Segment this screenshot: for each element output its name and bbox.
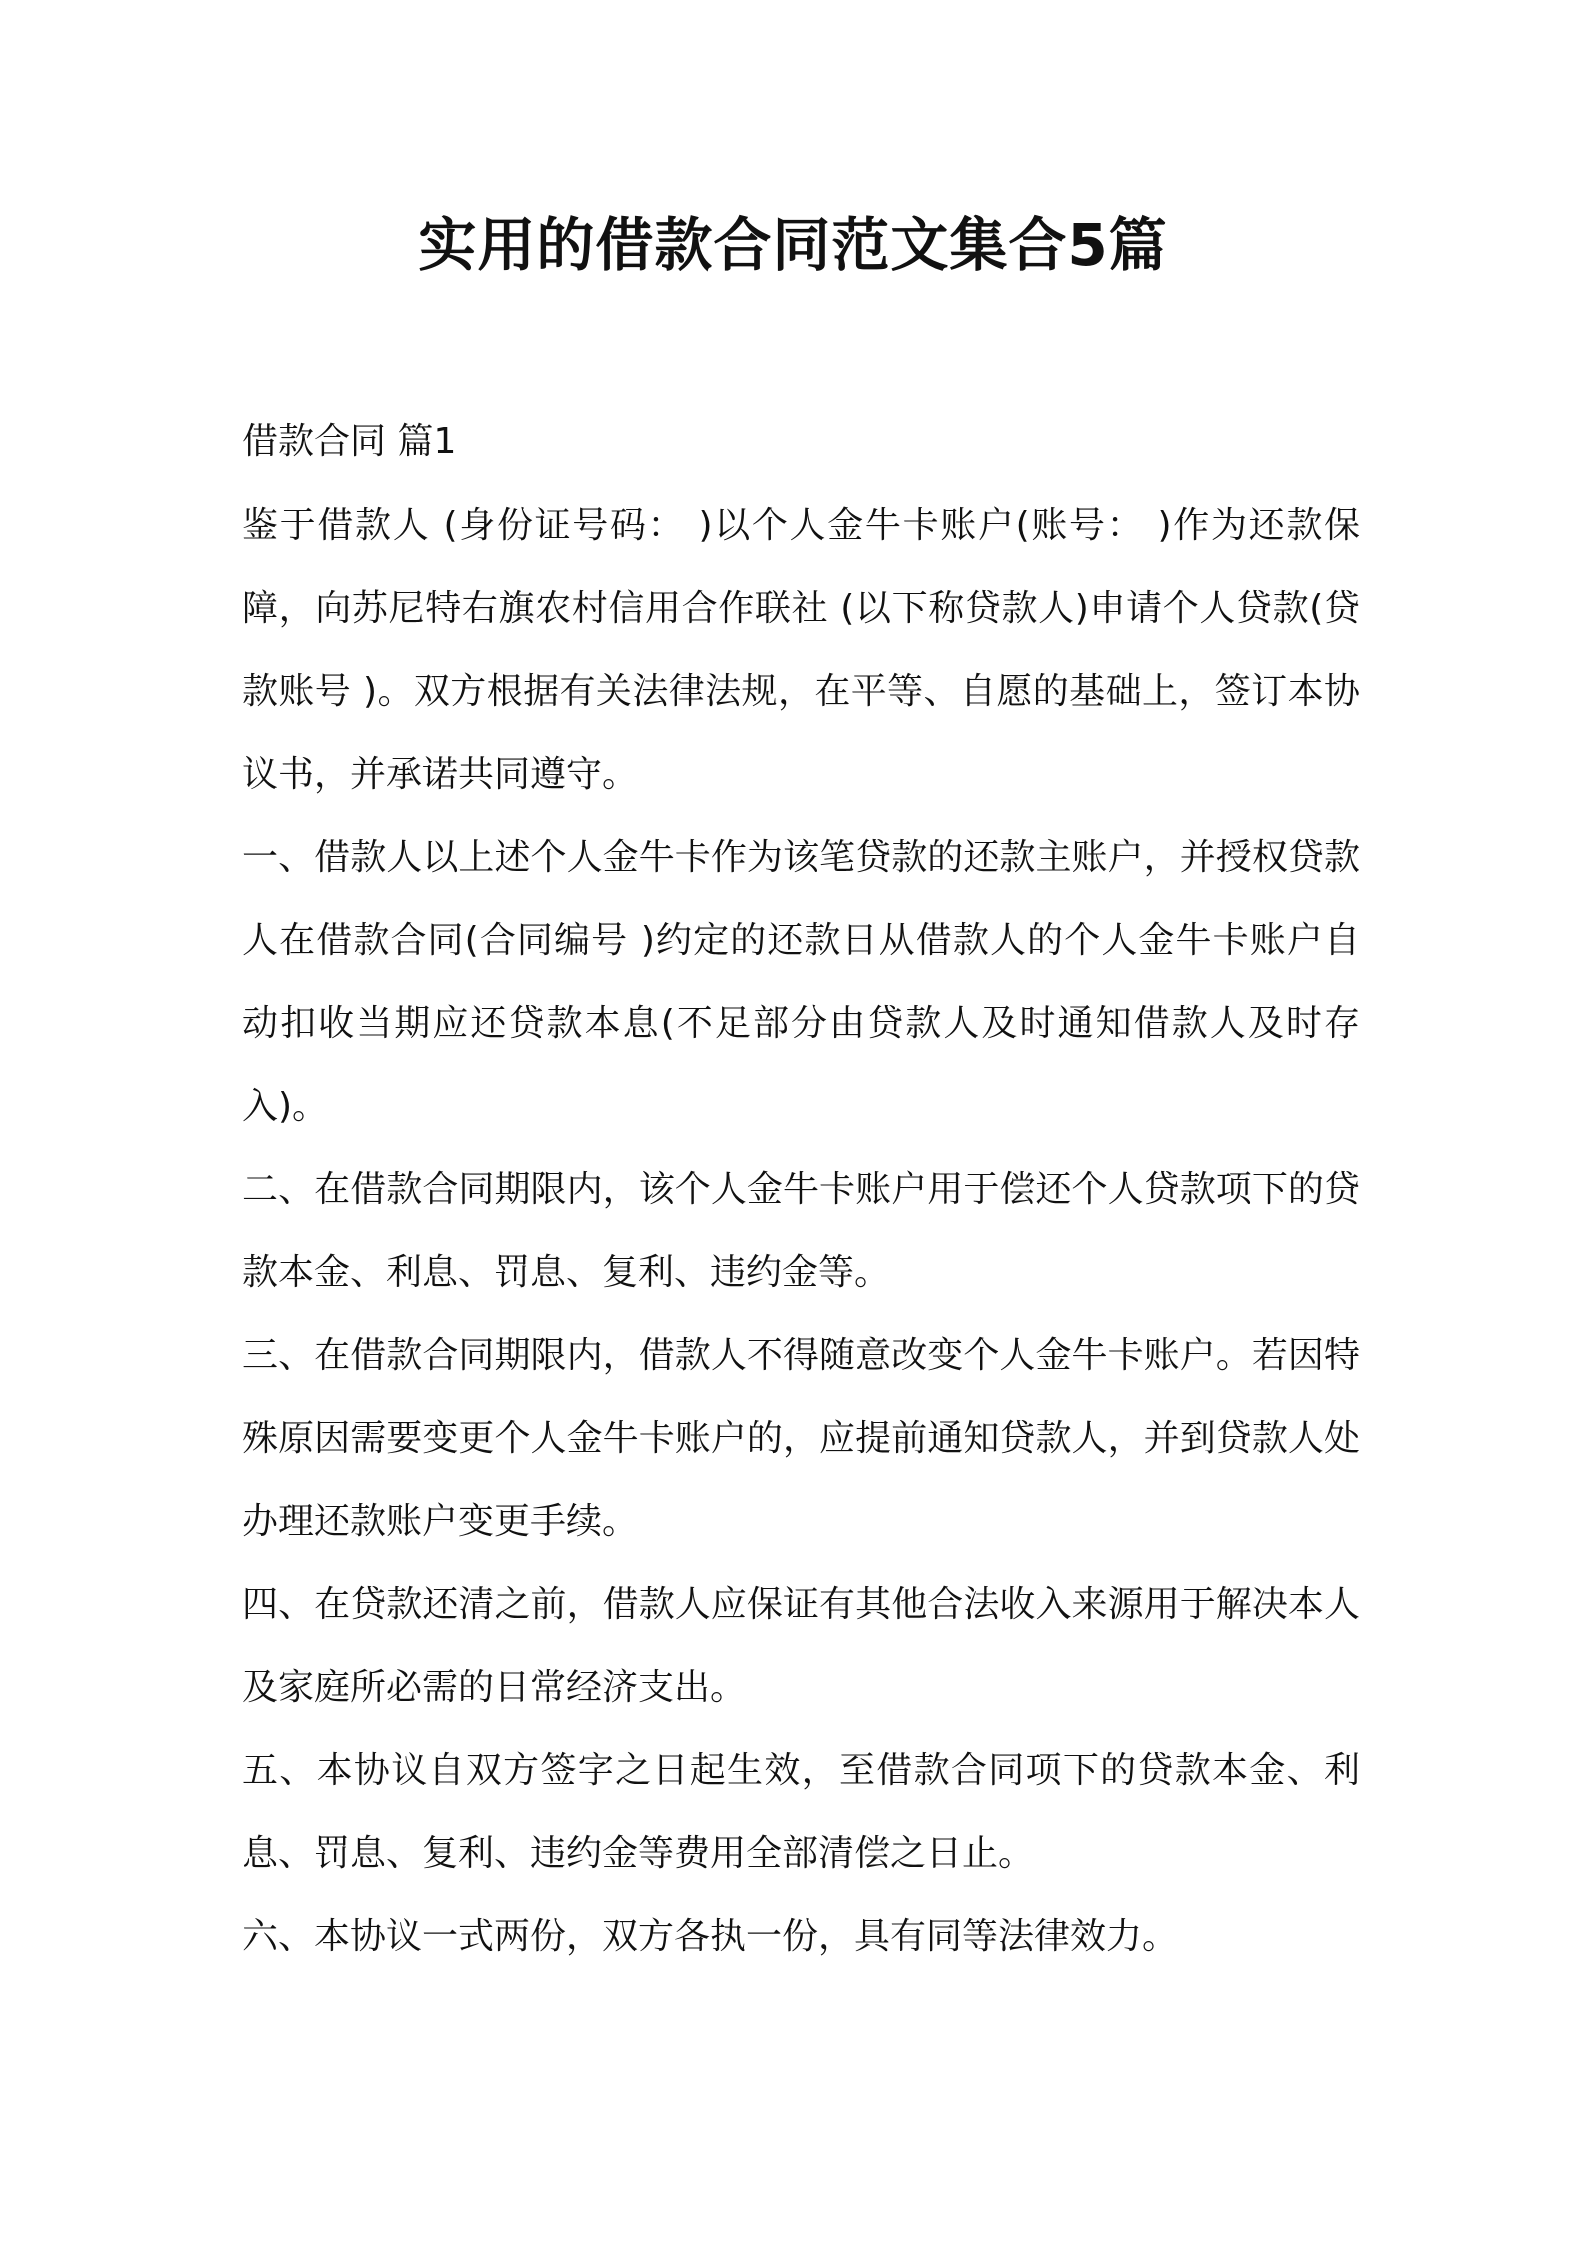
paragraph-clause-1: 一、借款人以上述个人金牛卡作为该笔贷款的还款主账户，并授权贷款人在借款合同(合同编号 )约定的还款日从借款人的个人金牛卡账户自动扣收当期应还贷款本息(不足部分由贷款人及时通知借款人及时存入)。	[242, 837, 1360, 1127]
paragraph-clause-4: 四、在贷款还清之前，借款人应保证有其他合法收入来源用于解决本人及家庭所必需的日常经济支出。	[242, 1584, 1360, 1708]
paragraph-clause-2: 二、在借款合同期限内，该个人金牛卡账户用于偿还个人贷款项下的贷款本金、利息、罚息、复利、违约金等。	[242, 1169, 1360, 1293]
document-title: 实用的借款合同范文集合5篇	[418, 211, 1168, 279]
paragraph-clause-3: 三、在借款合同期限内，借款人不得随意改变个人金牛卡账户。若因特殊原因需要变更个人金牛卡账户的，应提前通知贷款人，并到贷款人处办理还款账户变更手续。	[242, 1335, 1360, 1542]
section-heading: 借款合同 篇1	[242, 421, 457, 462]
paragraph-clause-6: 六、本协议一式两份，双方各执一份，具有同等法律效力。	[242, 1916, 1179, 1957]
paragraph-clause-5: 五、本协议自双方签字之日起生效，至借款合同项下的贷款本金、利息、罚息、复利、违约金等费用全部清偿之日止。	[242, 1750, 1360, 1874]
paragraph-preamble: 鉴于借款人 (身份证号码： )以个人金牛卡账户(账号： )作为还款保障，向苏尼特右旗农村信用合作联社 (以下称贷款人)申请个人贷款(贷款账号 )。双方根据有关法律法规，在平等、自愿的基础上，签订本协议书，并承诺共同遵守。	[242, 505, 1360, 795]
document-body	[242, 400, 1360, 1978]
